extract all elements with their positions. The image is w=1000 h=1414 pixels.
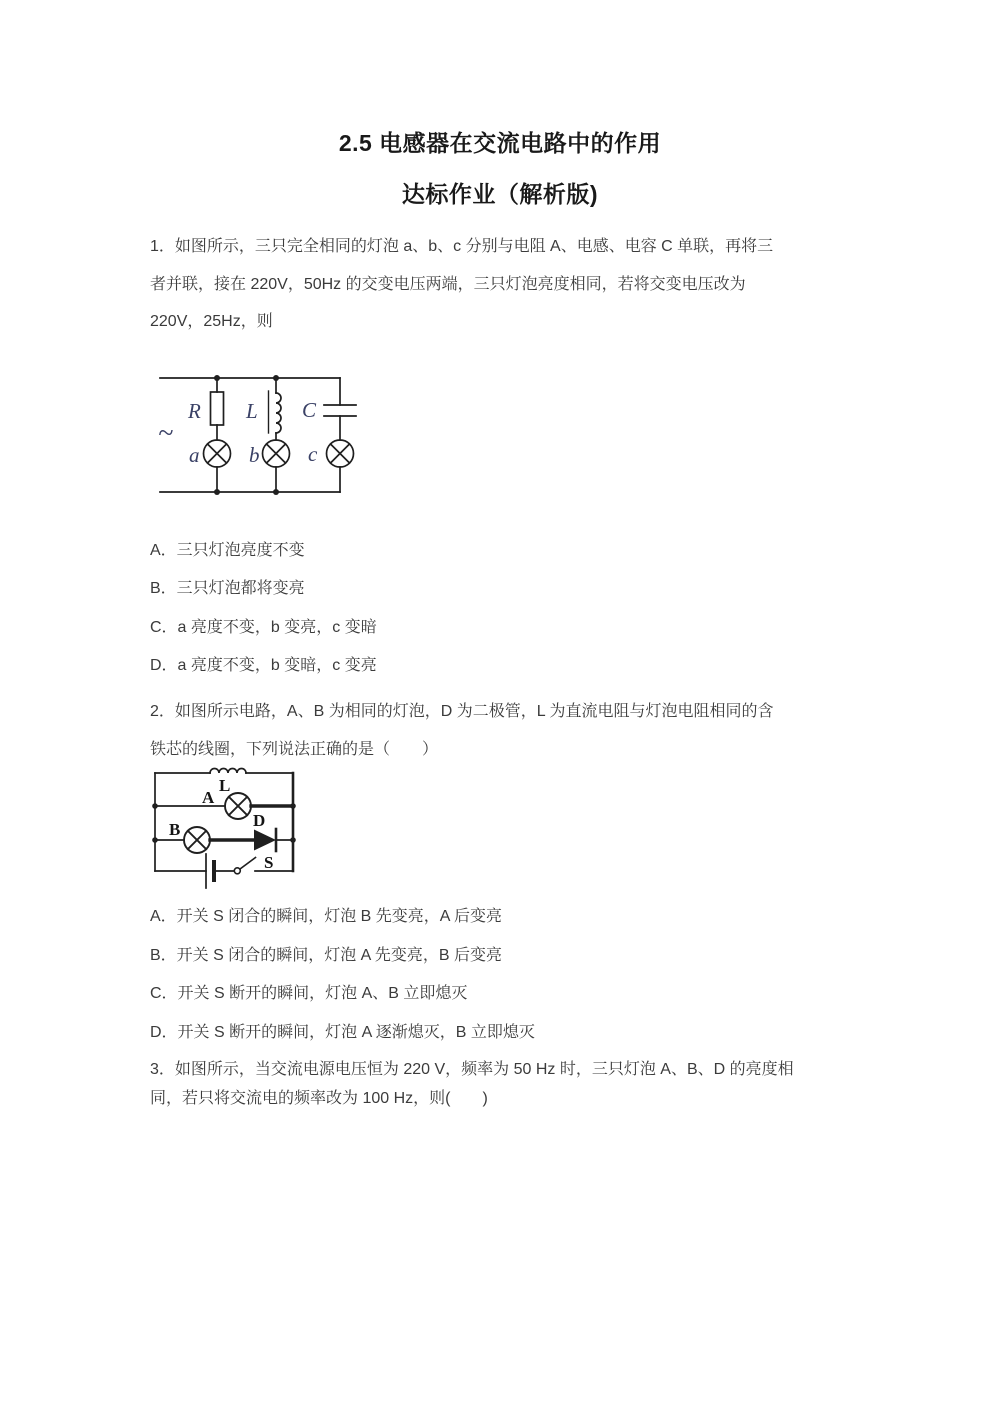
capacitor-symbol [324, 405, 356, 416]
diode-triangle [254, 830, 276, 851]
text-line: 铁芯的线圈，下列说法正确的是（ ） [150, 741, 439, 758]
coil-label: L [219, 776, 231, 795]
text-line: 220V，25Hz，则 [150, 313, 273, 330]
lamp-c-label: c [308, 442, 318, 466]
lamp-b-label: b [249, 443, 260, 467]
doc-title-line2: 达标作业（解析版) [401, 181, 599, 207]
doc-title-line1: 2.5 电感器在交流电路中的作用 [338, 130, 662, 156]
ac-source-label: ~ [158, 418, 174, 449]
switch-label: S [264, 853, 274, 872]
coil-symbol [210, 769, 246, 774]
question-1-options [150, 532, 930, 686]
option-c: C．a 亮度不变，b 变亮，c 变暗 [150, 618, 377, 636]
option-d: D．开关 S 断开的瞬间，灯泡 A 逐渐熄灭，B 立即熄灭 [150, 1023, 535, 1041]
lamp-b-label: B [169, 820, 181, 839]
option-a: A．开关 S 闭合的瞬间，灯泡 B 先变亮，A 后变亮 [150, 908, 503, 925]
question-2-options [150, 898, 930, 1052]
lamp-b-cross [267, 444, 286, 463]
question-2-text [150, 693, 930, 769]
option-c: C．开关 S 断开的瞬间，灯泡 A、B 立即熄灭 [150, 985, 468, 1002]
lamp-a-label: A [202, 788, 215, 807]
text-line: 同，若只将交流电的频率改为 100 Hz，则( ) [150, 1089, 488, 1107]
inductor-label: L [246, 399, 258, 423]
text-line: 1．如图所示，三只完全相同的灯泡 a、b、c 分别与电阻 A、电感、电容 C 单联，再将三 [150, 238, 774, 255]
option-b: B．三只灯泡都将变亮 [150, 580, 305, 598]
text-line: 3．如图所示，当交流电源电压恒为 220 V，频率为 50 Hz 时，三只灯泡 A、B、D 的亮度相 [150, 1061, 794, 1078]
question-1-text [150, 228, 930, 341]
switch-blade [240, 858, 256, 870]
resistor-symbol [211, 392, 224, 425]
question-3-text [150, 1056, 930, 1113]
inductor-symbol [276, 393, 281, 433]
option-a: A．三只灯泡亮度不变 [150, 542, 305, 559]
diode-label: D [253, 811, 266, 830]
option-b: B．开关 S 闭合的瞬间，灯泡 A 先变亮，B 后变亮 [150, 946, 503, 964]
text-line: 者并联，接在 220V，50Hz 的交变电压两端，三只灯泡亮度相同，若将交变电压改为 [150, 275, 746, 293]
text-line: 2．如图所示电路，A、B 为相同的灯泡，D 为二极管，L 为直流电阻与灯泡电阻相同的含 [150, 703, 774, 720]
resistor-label: R [188, 399, 201, 423]
capacitor-label: C [302, 398, 317, 422]
lamp-c-cross [331, 444, 350, 463]
circuit-diagram-1 [150, 365, 365, 505]
lamp-a-label: a [189, 443, 200, 467]
circuit-diagram-2 [150, 763, 300, 895]
option-d: D．a 亮度不变，b 变暗，c 变亮 [150, 657, 377, 675]
lamp-b-cross [188, 831, 206, 849]
lamp-a-cross [229, 797, 247, 815]
lamp-a-cross [208, 444, 227, 463]
